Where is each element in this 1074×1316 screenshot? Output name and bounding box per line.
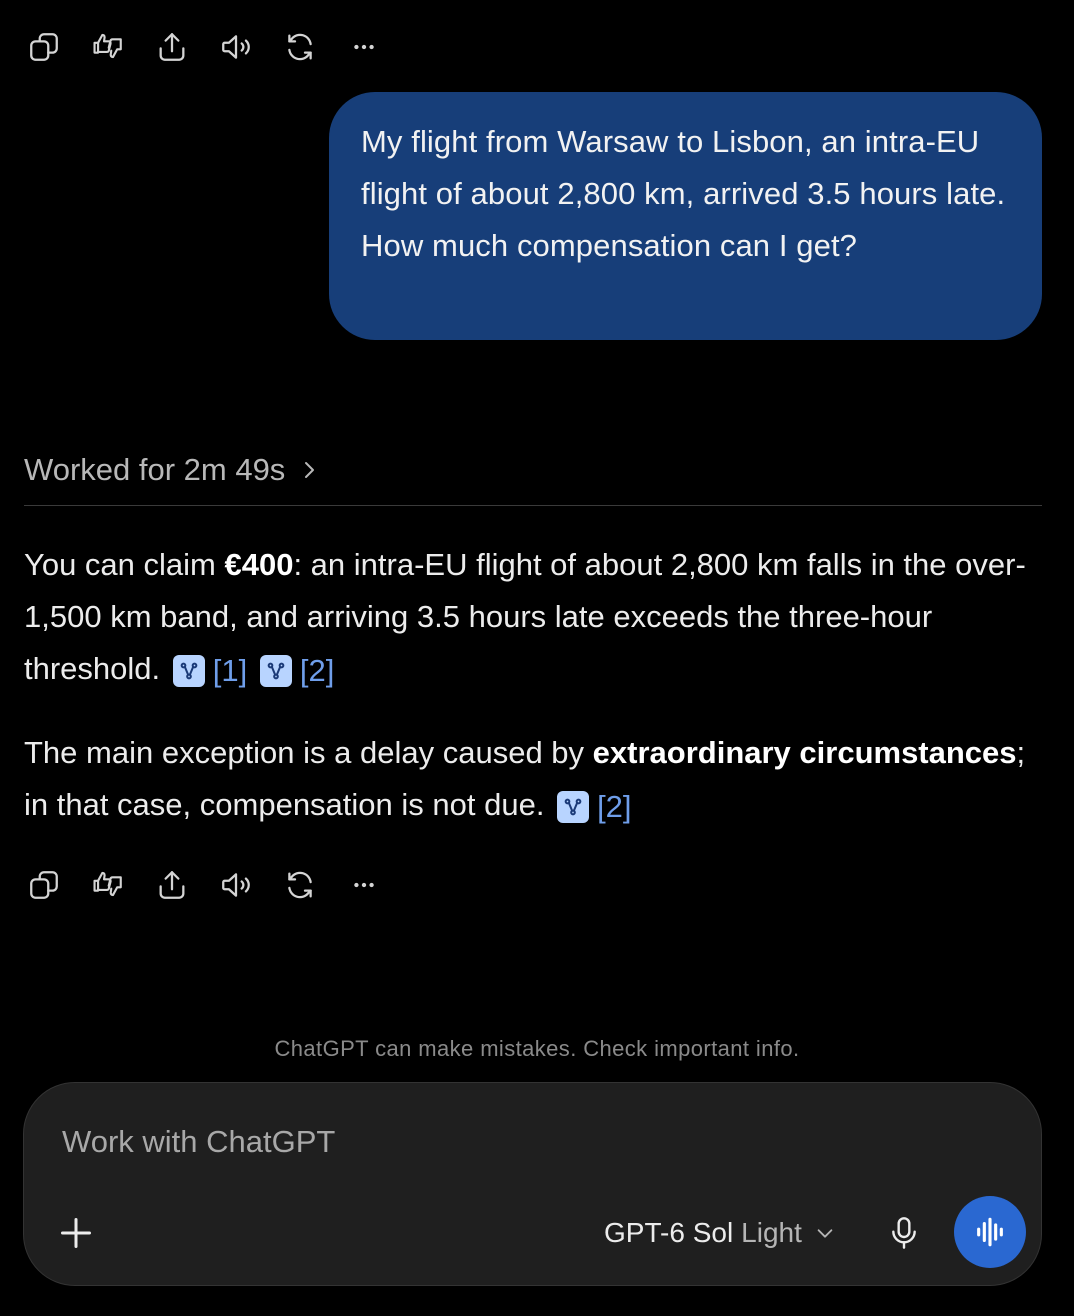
- more-icon: [351, 872, 377, 898]
- answer-paragraph-2: [24, 727, 1034, 833]
- divider: [24, 505, 1042, 506]
- model-variant: Light: [741, 1217, 802, 1248]
- source-icon: [557, 791, 589, 823]
- read-aloud-button[interactable]: [216, 865, 256, 905]
- answer-text: : an intra-EU flight of about 2,800 km falls in the over-1,500 km band, and arriving 3.5 hours late exceeds the three-hour threshold.: [24, 547, 1026, 686]
- dictate-button[interactable]: [882, 1211, 926, 1255]
- plus-icon: [58, 1215, 94, 1251]
- regenerate-icon: [283, 30, 317, 64]
- citation-2[interactable]: [260, 645, 334, 697]
- chevron-down-icon: [814, 1222, 836, 1244]
- more-icon: [351, 34, 377, 60]
- copy-icon: [27, 30, 61, 64]
- worked-for-toggle[interactable]: [24, 452, 321, 488]
- read-aloud-button[interactable]: [216, 27, 256, 67]
- composer: [23, 1082, 1042, 1286]
- message-actions-bottom: [24, 865, 408, 905]
- source-icon: [260, 655, 292, 687]
- source-icon: [173, 655, 205, 687]
- more-options-button[interactable]: [344, 865, 384, 905]
- copy-button[interactable]: [24, 27, 64, 67]
- read-aloud-icon: [219, 30, 253, 64]
- microphone-icon: [888, 1215, 920, 1251]
- regenerate-button[interactable]: [280, 865, 320, 905]
- chevron-right-icon: [297, 458, 321, 482]
- disclaimer-text: ChatGPT can make mistakes. Check important info.: [274, 1036, 800, 1061]
- read-aloud-icon: [219, 868, 253, 902]
- citation-1[interactable]: [173, 645, 247, 697]
- share-button[interactable]: [152, 27, 192, 67]
- regenerate-button[interactable]: [280, 27, 320, 67]
- citation-number: [2]: [299, 652, 335, 688]
- model-selector[interactable]: [604, 1211, 836, 1255]
- prompt-input[interactable]: [60, 1113, 964, 1171]
- worked-for-label: Worked for 2m 49s: [24, 452, 286, 487]
- citation-number: [1]: [212, 652, 248, 688]
- copy-button[interactable]: [24, 865, 64, 905]
- thumbs-feedback-icon: [91, 30, 125, 64]
- feedback-button[interactable]: [88, 27, 128, 67]
- answer-bold-term: extraordinary circumstances: [592, 735, 1017, 770]
- copy-icon: [27, 868, 61, 902]
- model-name: GPT-6 Sol: [604, 1217, 734, 1248]
- regenerate-icon: [283, 868, 317, 902]
- user-message-bubble: [329, 92, 1042, 340]
- citation-3[interactable]: [557, 781, 631, 833]
- citation-number: [2]: [597, 788, 632, 824]
- user-message-text: My flight from Warsaw to Lisbon, an intra-EU flight of about 2,800 km, arrived 3.5 hours late. How much compensation can I get?: [361, 124, 1006, 263]
- answer-bold-amount: €400: [224, 547, 294, 582]
- thumbs-feedback-icon: [91, 868, 125, 902]
- add-attachment-button[interactable]: [54, 1211, 98, 1255]
- voice-waveform-icon: [973, 1215, 1007, 1249]
- answer-text: The main exception is a delay caused by: [24, 735, 593, 770]
- answer-text: ; in that case, compensation is not due.: [24, 735, 1026, 822]
- answer-paragraph-1: [24, 539, 1034, 697]
- feedback-button[interactable]: [88, 865, 128, 905]
- share-icon: [155, 30, 189, 64]
- share-button[interactable]: [152, 865, 192, 905]
- answer-text: You can claim: [24, 547, 225, 582]
- voice-mode-button[interactable]: [954, 1196, 1026, 1268]
- share-icon: [155, 868, 189, 902]
- message-actions-top: [24, 27, 408, 67]
- more-options-button[interactable]: [344, 27, 384, 67]
